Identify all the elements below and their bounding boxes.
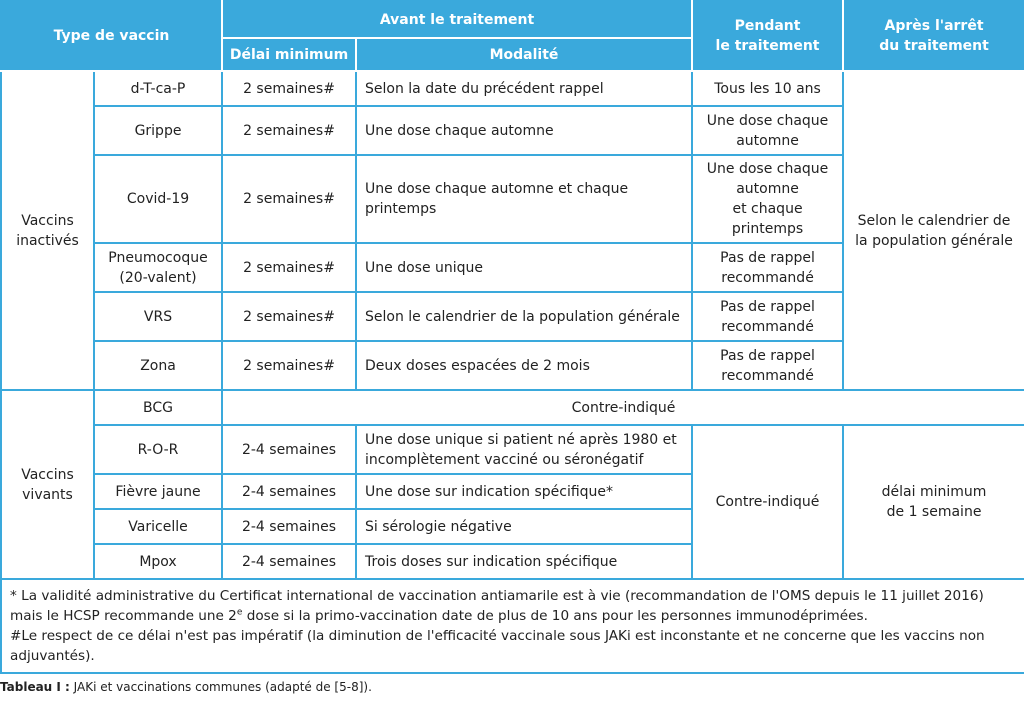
- delai-cell: 2-4 semaines: [222, 509, 356, 544]
- vaccine-name: R-O-R: [94, 425, 222, 474]
- pendant-cell: Pas de rappel recommandé: [692, 341, 843, 390]
- vaccine-name: Pneumocoque (20-valent): [94, 243, 222, 292]
- pendant-cell: Une dose chaque automne: [692, 106, 843, 155]
- modalite-cell: Une dose chaque automne: [356, 106, 692, 155]
- table-caption: [0, 680, 372, 694]
- modalite-cell: Une dose unique: [356, 243, 692, 292]
- modalite-cell: Selon le calendrier de la population générale: [356, 292, 692, 341]
- modalite-cell: Une dose unique si patient né après 1980 et incomplètement vacciné ou séronégatif: [356, 425, 692, 474]
- table-row: [1, 71, 1024, 106]
- table-row: [1, 390, 1024, 425]
- delai-cell: 2 semaines#: [222, 341, 356, 390]
- header-modalite: Modalité: [356, 38, 692, 71]
- group-vaccins-vivants: Vaccins vivants: [1, 390, 94, 579]
- caption-text: JAKi et vaccinations communes (adapté de [5-8]).: [69, 680, 372, 694]
- header-delai-minimum: Délai minimum: [222, 38, 356, 71]
- vaccine-name: Fièvre jaune: [94, 474, 222, 509]
- vaccine-name: VRS: [94, 292, 222, 341]
- caption-label: Tableau I :: [0, 680, 70, 694]
- table-row: [1, 425, 1024, 474]
- vaccine-name: Mpox: [94, 544, 222, 579]
- vaccine-name: Zona: [94, 341, 222, 390]
- note-hash: #Le respect de ce délai n'est pas impératif (la diminution de l'efficacité vaccinale sous JAKi est inconstante et ne concerne que les vaccins non adjuvantés).: [10, 628, 985, 664]
- header-apres-arret: Après l'arrêt du traitement: [843, 1, 1024, 71]
- header-pendant-traitement: Pendant le traitement: [692, 1, 843, 71]
- delai-cell: 2 semaines#: [222, 243, 356, 292]
- pendant-vivants-cell: Contre-indiqué: [692, 425, 843, 579]
- delai-cell: 2 semaines#: [222, 106, 356, 155]
- vaccine-name: d-T-ca-P: [94, 71, 222, 106]
- note-star-line1: * La validité administrative du Certificat international de vaccination antiamarile est à vie (recommandation de l'OMS depuis le 11 juillet 2016): [10, 588, 984, 604]
- vaccine-name: Covid-19: [94, 155, 222, 243]
- modalite-cell: Selon la date du précédent rappel: [356, 71, 692, 106]
- delai-cell: 2-4 semaines: [222, 544, 356, 579]
- pendant-cell: Une dose chaque automne et chaque printemps: [692, 155, 843, 243]
- modalite-cell: Trois doses sur indication spécifique: [356, 544, 692, 579]
- modalite-cell: Une dose sur indication spécifique*: [356, 474, 692, 509]
- apres-vivants-cell: délai minimum de 1 semaine: [843, 425, 1024, 579]
- notes-row: [1, 579, 1024, 673]
- pendant-cell: Tous les 10 ans: [692, 71, 843, 106]
- group-vaccins-inactives: Vaccins inactivés: [1, 71, 94, 390]
- header-avant-traitement: Avant le traitement: [222, 1, 692, 38]
- vaccine-name: Grippe: [94, 106, 222, 155]
- note-star-line2: [10, 606, 1016, 626]
- delai-cell: 2 semaines#: [222, 155, 356, 243]
- delai-cell: 2 semaines#: [222, 71, 356, 106]
- notes-cell: [1, 579, 1024, 673]
- delai-cell: 2-4 semaines: [222, 425, 356, 474]
- modalite-cell: Deux doses espacées de 2 mois: [356, 341, 692, 390]
- delai-cell: 2 semaines#: [222, 292, 356, 341]
- header-type-vaccin: Type de vaccin: [1, 1, 222, 71]
- vaccine-name: Varicelle: [94, 509, 222, 544]
- note-superscript: e: [236, 607, 243, 618]
- modalite-cell: Une dose chaque automne et chaque printemps: [356, 155, 692, 243]
- note-star-line2-a: mais le HCSP recommande une 2: [10, 608, 237, 624]
- pendant-cell: Pas de rappel recommandé: [692, 243, 843, 292]
- pendant-cell: Pas de rappel recommandé: [692, 292, 843, 341]
- bcg-contre-indique-cell: Contre-indiqué: [222, 390, 1024, 425]
- apres-inactives-cell: Selon le calendrier de la population générale: [843, 71, 1024, 390]
- note-star-line2-b: dose si la primo-vaccination date de plus de 10 ans pour les personnes immunodéprimées.: [242, 608, 868, 624]
- delai-cell: 2-4 semaines: [222, 474, 356, 509]
- modalite-cell: Si sérologie négative: [356, 509, 692, 544]
- vaccine-name: BCG: [94, 390, 222, 425]
